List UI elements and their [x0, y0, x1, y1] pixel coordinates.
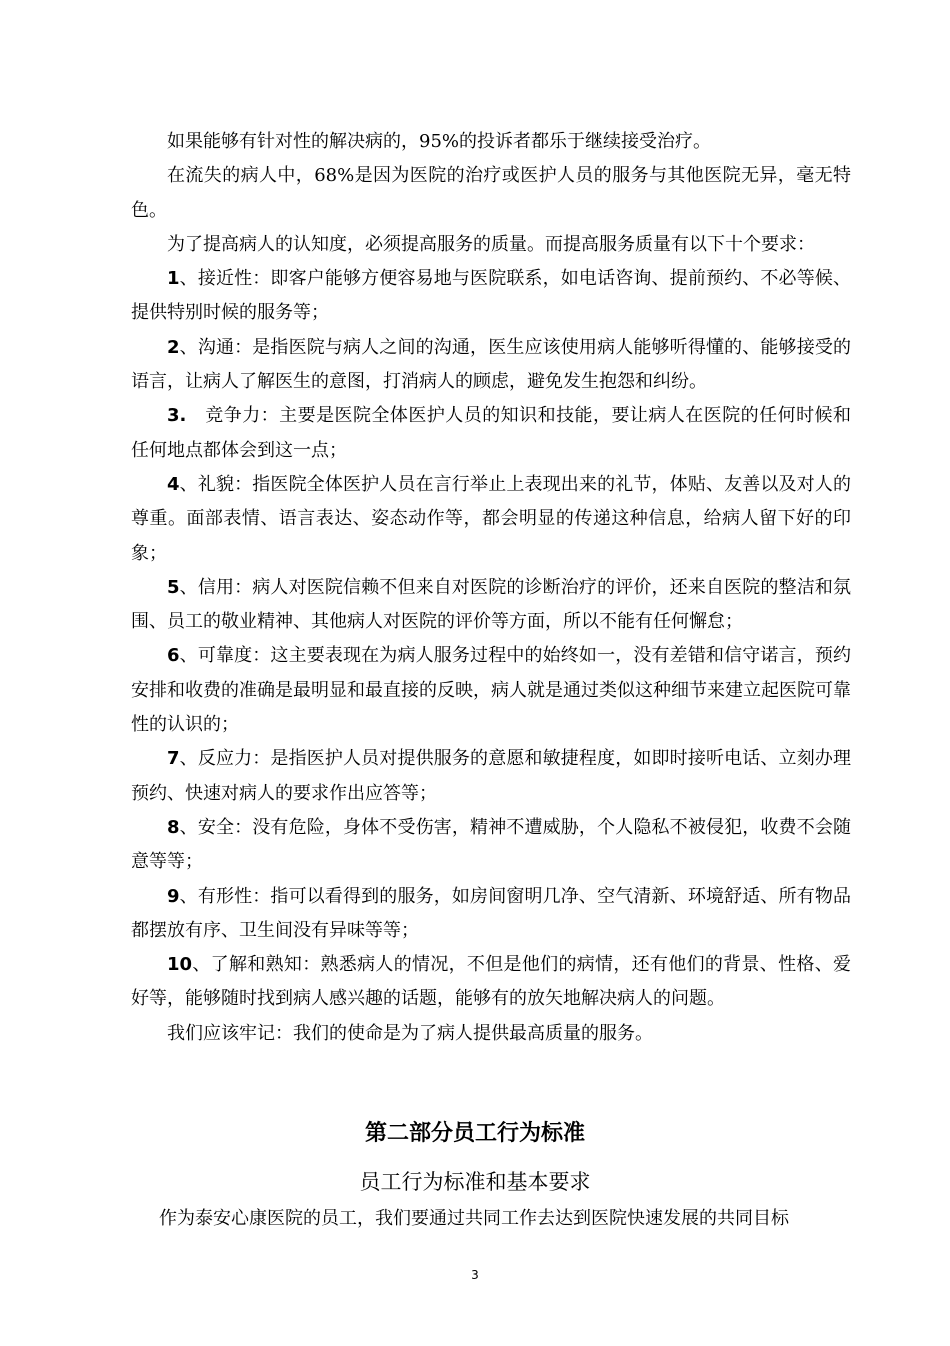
- list-item: 4、礼貌：指医院全体医护人员在言行举止上表现出来的礼节，体贴、友善以及对人的尊重。面部表情、语言表达、姿态动作等，都会明显的传递这种信息，给病人留下好的印象；: [131, 473, 851, 564]
- list-item: 7、反应力：是指医护人员对提供服务的意愿和敏捷程度，如即时接听电话、立刻办理预约、快速对病人的要求作出应答等；: [131, 748, 851, 804]
- item-number: 10: [167, 954, 193, 976]
- list-item: 10、了解和熟知：熟悉病人的情况，不但是他们的病情，还有他们的背景、性格、爱好等，能够随时找到病人感兴趣的话题，能够有的放矢地解决病人的问题。: [131, 954, 851, 1010]
- item-number: 9: [167, 885, 180, 907]
- list-item: 8、安全：没有危险，身体不受伤害，精神不遭威胁，个人隐私不被侵犯，收费不会随意等等；: [131, 816, 851, 873]
- list-item: 5、信用：病人对医院信赖不但来自对医院的诊断治疗的评价，还来自医院的整洁和氛围、员工的敬业精神、其他病人对医院的评价等方面，所以不能有任何懈怠；: [131, 576, 851, 633]
- list-item: 2、沟通：是指医院与病人之间的沟通，医生应该使用病人能够听得懂的、能够接受的语言，让病人了解医生的意图，打消病人的顾虑，避免发生抱怨和纠纷。: [131, 336, 851, 393]
- section-heading: 第二部分员工行为标准: [364, 1121, 585, 1146]
- item-number: 8: [167, 816, 180, 838]
- item-number: 5: [167, 576, 180, 598]
- list-item: 9、有形性：指可以看得到的服务，如房间窗明几净、空气清新、环境舒适、所有物品都摆放有序、卫生间没有异味等等；: [131, 885, 851, 941]
- intro-line: 作为泰安心康医院的员工，我们要通过共同工作去达到医院快速发展的共同目标: [159, 1208, 789, 1229]
- item-number: 6: [167, 645, 180, 667]
- paragraph: 我们应该牢记：我们的使命是为了病人提供最高质量的服务。: [167, 1022, 653, 1044]
- item-number: 1: [167, 268, 180, 290]
- paragraph: 如果能够有针对性的解决病的，95%的投诉者都乐于继续接受治疗。: [167, 131, 712, 152]
- item-number: 3.: [167, 405, 187, 427]
- item-number: 2: [167, 336, 180, 358]
- item-number: 4: [167, 473, 180, 495]
- page-number: 3: [471, 1268, 479, 1282]
- item-number: 7: [167, 748, 180, 770]
- body-text: [131, 125, 851, 1051]
- paragraph: 为了提高病人的认知度，必须提高服务的质量。而提高服务质量有以下十个要求：: [167, 233, 815, 255]
- list-item: 3. 竞争力：主要是医院全体医护人员的知识和技能，要让病人在医院的任何时候和任何地点都体会到这一点；: [131, 405, 851, 461]
- list-item: 6、可靠度：这主要表现在为病人服务过程中的始终如一，没有差错和信守诺言，预约安排和收费的准确是最明显和最直接的反映，病人就是通过类似这种细节来建立起医院可靠性的认识的；: [131, 645, 851, 736]
- paragraph: 在流失的病人中，68%是因为医院的治疗或医护人员的服务与其他医院无异，毫无特色。: [131, 165, 851, 221]
- sub-heading: 员工行为标准和基本要求: [359, 1170, 591, 1194]
- list-item: 1、接近性：即客户能够方便容易地与医院联系，如电话咨询、提前预约、不必等候、提供特别时候的服务等；: [131, 268, 851, 324]
